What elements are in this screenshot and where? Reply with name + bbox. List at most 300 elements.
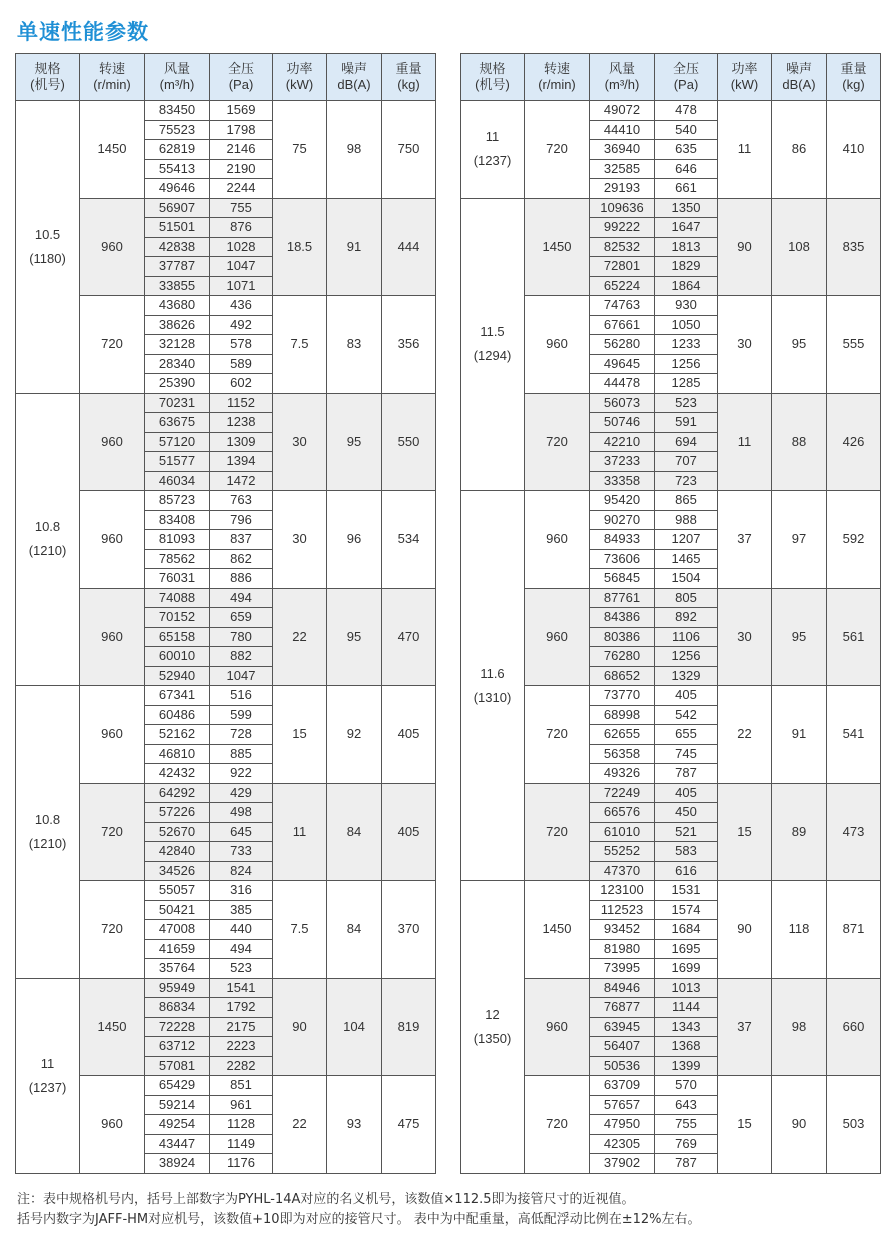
header-pressure: [210, 54, 273, 101]
pressure-cell: 1829: [655, 257, 718, 277]
weight-cell: 356: [382, 296, 436, 394]
airflow-cell: 55252: [590, 842, 655, 862]
pressure-cell: 2146: [210, 140, 273, 160]
header-noise-label: 噪声 dB(A): [782, 61, 816, 92]
airflow-cell: 56073: [590, 393, 655, 413]
pressure-cell: 440: [210, 920, 273, 940]
pressure-cell: 429: [210, 783, 273, 803]
header-weight: [382, 54, 436, 101]
pressure-cell: 1149: [210, 1134, 273, 1154]
spec-number: 11.6: [480, 665, 505, 681]
airflow-cell: 42838: [145, 237, 210, 257]
table-header-row: [461, 54, 881, 101]
weight-cell: 370: [382, 881, 436, 979]
pressure-cell: 876: [210, 218, 273, 238]
weight-cell: 426: [827, 393, 881, 491]
pressure-cell: 862: [210, 549, 273, 569]
spec-sub-number: (1310): [473, 689, 512, 705]
airflow-cell: 37233: [590, 452, 655, 472]
speed-cell: 960: [525, 978, 590, 1076]
weight-cell: 750: [382, 101, 436, 199]
spec-number: 12: [485, 1006, 500, 1022]
airflow-cell: 60010: [145, 647, 210, 667]
pressure-cell: 589: [210, 354, 273, 374]
noise-cell: 98: [772, 978, 827, 1076]
pressure-cell: 2190: [210, 159, 273, 179]
pressure-cell: 1504: [655, 569, 718, 589]
airflow-cell: 63945: [590, 1017, 655, 1037]
airflow-cell: 50536: [590, 1056, 655, 1076]
power-cell: 30: [273, 393, 327, 491]
airflow-cell: 32128: [145, 335, 210, 355]
noise-cell: 95: [772, 296, 827, 394]
pressure-cell: 961: [210, 1095, 273, 1115]
spec-sub-number: (1180): [29, 250, 66, 266]
pressure-cell: 1071: [210, 276, 273, 296]
noise-cell: 89: [772, 783, 827, 881]
airflow-cell: 37902: [590, 1154, 655, 1174]
pressure-cell: 780: [210, 627, 273, 647]
pressure-cell: 1047: [210, 666, 273, 686]
pressure-cell: 1394: [210, 452, 273, 472]
airflow-cell: 44410: [590, 120, 655, 140]
pressure-cell: 1176: [210, 1154, 273, 1174]
airflow-cell: 56845: [590, 569, 655, 589]
performance-table-left: [15, 53, 436, 1174]
header-noise: [772, 54, 827, 101]
airflow-cell: 37787: [145, 257, 210, 277]
airflow-cell: 65158: [145, 627, 210, 647]
airflow-cell: 84946: [590, 978, 655, 998]
noise-cell: 84: [327, 881, 382, 979]
speed-cell: 720: [525, 686, 590, 784]
airflow-cell: 63675: [145, 413, 210, 433]
weight-cell: 660: [827, 978, 881, 1076]
pressure-cell: 1684: [655, 920, 718, 940]
pressure-cell: 723: [655, 471, 718, 491]
pressure-cell: 498: [210, 803, 273, 823]
airflow-cell: 93452: [590, 920, 655, 940]
spec-number: 10.8: [34, 519, 61, 535]
table-row: [461, 101, 881, 121]
pressure-cell: 1128: [210, 1115, 273, 1135]
airflow-cell: 64292: [145, 783, 210, 803]
noise-cell: 98: [327, 101, 382, 199]
airflow-cell: 57226: [145, 803, 210, 823]
airflow-cell: 42840: [145, 842, 210, 862]
weight-cell: 503: [827, 1076, 881, 1174]
weight-cell: 444: [382, 198, 436, 296]
header-pressure-label: 全压 (Pa): [672, 61, 699, 92]
airflow-cell: 73606: [590, 549, 655, 569]
pressure-cell: 542: [655, 705, 718, 725]
power-cell: 30: [718, 296, 772, 394]
airflow-cell: 32585: [590, 159, 655, 179]
pressure-cell: 694: [655, 432, 718, 452]
pressure-cell: 1047: [210, 257, 273, 277]
airflow-cell: 38626: [145, 315, 210, 335]
table-row: [16, 686, 436, 706]
airflow-cell: 60486: [145, 705, 210, 725]
pressure-cell: 728: [210, 725, 273, 745]
airflow-cell: 35764: [145, 959, 210, 979]
spec-sub-number: (1237): [28, 1079, 67, 1095]
airflow-cell: 63709: [590, 1076, 655, 1096]
spec-number: 11: [485, 129, 500, 145]
pressure-cell: 1798: [210, 120, 273, 140]
header-power-label: 功率 (kW): [730, 61, 759, 92]
pressure-cell: 655: [655, 725, 718, 745]
airflow-cell: 95949: [145, 978, 210, 998]
noise-cell: 84: [327, 783, 382, 881]
airflow-cell: 34526: [145, 861, 210, 881]
header-speed-label: 转速 (r/min): [93, 61, 131, 92]
airflow-cell: 25390: [145, 374, 210, 394]
spec-cell: [16, 686, 80, 979]
weight-cell: 405: [382, 783, 436, 881]
header-power: [718, 54, 772, 101]
airflow-cell: 56280: [590, 335, 655, 355]
airflow-cell: 82532: [590, 237, 655, 257]
speed-cell: 960: [80, 1076, 145, 1174]
airflow-cell: 42432: [145, 764, 210, 784]
pressure-cell: 316: [210, 881, 273, 901]
airflow-cell: 66576: [590, 803, 655, 823]
noise-cell: 108: [772, 198, 827, 296]
airflow-cell: 33855: [145, 276, 210, 296]
pressure-cell: 1309: [210, 432, 273, 452]
footnote-line-1: 注：表中规格机号内，括号上部数字为PYHL-14A对应的名义机号，该数值×112.5即为接管尺寸的近视值。: [17, 1192, 635, 1207]
speed-cell: 960: [525, 296, 590, 394]
airflow-cell: 47008: [145, 920, 210, 940]
header-spec: [16, 54, 80, 101]
table-row: [461, 491, 881, 511]
airflow-cell: 67661: [590, 315, 655, 335]
header-airflow-label: 风量 (m³/h): [604, 61, 640, 92]
airflow-cell: 41659: [145, 939, 210, 959]
power-cell: 90: [273, 978, 327, 1076]
pressure-cell: 1238: [210, 413, 273, 433]
airflow-cell: 57081: [145, 1056, 210, 1076]
speed-cell: 1450: [525, 881, 590, 979]
noise-cell: 86: [772, 101, 827, 199]
header-spec: [461, 54, 525, 101]
airflow-cell: 52162: [145, 725, 210, 745]
pressure-cell: 1028: [210, 237, 273, 257]
pressure-cell: 2244: [210, 179, 273, 199]
noise-cell: 91: [772, 686, 827, 784]
pressure-cell: 1152: [210, 393, 273, 413]
airflow-cell: 73995: [590, 959, 655, 979]
airflow-cell: 75523: [145, 120, 210, 140]
power-cell: 7.5: [273, 296, 327, 394]
airflow-cell: 36940: [590, 140, 655, 160]
speed-cell: 1450: [80, 101, 145, 199]
airflow-cell: 65224: [590, 276, 655, 296]
airflow-cell: 72801: [590, 257, 655, 277]
power-cell: 11: [718, 101, 772, 199]
pressure-cell: 661: [655, 179, 718, 199]
speed-cell: 720: [80, 783, 145, 881]
pressure-cell: 494: [210, 939, 273, 959]
pressure-cell: 988: [655, 510, 718, 530]
airflow-cell: 59214: [145, 1095, 210, 1115]
pressure-cell: 523: [210, 959, 273, 979]
pressure-cell: 1647: [655, 218, 718, 238]
pressure-cell: 2282: [210, 1056, 273, 1076]
airflow-cell: 76877: [590, 998, 655, 1018]
airflow-cell: 90270: [590, 510, 655, 530]
airflow-cell: 63712: [145, 1037, 210, 1057]
pressure-cell: 450: [655, 803, 718, 823]
pressure-cell: 646: [655, 159, 718, 179]
pressure-cell: 1864: [655, 276, 718, 296]
power-cell: 11: [273, 783, 327, 881]
pressure-cell: 1350: [655, 198, 718, 218]
table-row: [16, 393, 436, 413]
speed-cell: 720: [80, 296, 145, 394]
header-weight: [827, 54, 881, 101]
pressure-cell: 865: [655, 491, 718, 511]
airflow-cell: 86834: [145, 998, 210, 1018]
spec-sub-number: (1350): [473, 1030, 512, 1046]
pressure-cell: 1106: [655, 627, 718, 647]
airflow-cell: 85723: [145, 491, 210, 511]
pressure-cell: 1465: [655, 549, 718, 569]
pressure-cell: 2223: [210, 1037, 273, 1057]
pressure-cell: 2175: [210, 1017, 273, 1037]
pressure-cell: 1368: [655, 1037, 718, 1057]
pressure-cell: 599: [210, 705, 273, 725]
pressure-cell: 1699: [655, 959, 718, 979]
spec-cell: [16, 101, 80, 394]
airflow-cell: 68652: [590, 666, 655, 686]
airflow-cell: 70152: [145, 608, 210, 628]
power-cell: 37: [718, 978, 772, 1076]
airflow-cell: 67341: [145, 686, 210, 706]
spec-cell: [461, 101, 525, 199]
pressure-cell: 645: [210, 822, 273, 842]
header-weight-label: 重量 (kg): [395, 61, 422, 92]
speed-cell: 960: [80, 198, 145, 296]
pressure-cell: 385: [210, 900, 273, 920]
weight-cell: 534: [382, 491, 436, 589]
airflow-cell: 49326: [590, 764, 655, 784]
table-row: [16, 101, 436, 121]
pressure-cell: 602: [210, 374, 273, 394]
airflow-cell: 42210: [590, 432, 655, 452]
pressure-cell: 1013: [655, 978, 718, 998]
power-cell: 37: [718, 491, 772, 589]
header-noise-label: 噪声 dB(A): [337, 61, 371, 92]
header-power: [273, 54, 327, 101]
airflow-cell: 76031: [145, 569, 210, 589]
pressure-cell: 882: [210, 647, 273, 667]
airflow-cell: 56358: [590, 744, 655, 764]
airflow-cell: 99222: [590, 218, 655, 238]
power-cell: 22: [273, 1076, 327, 1174]
airflow-cell: 84933: [590, 530, 655, 550]
weight-cell: 473: [827, 783, 881, 881]
airflow-cell: 50746: [590, 413, 655, 433]
pressure-cell: 1144: [655, 998, 718, 1018]
airflow-cell: 49072: [590, 101, 655, 121]
table-header-row: [16, 54, 436, 101]
speed-cell: 1450: [525, 198, 590, 296]
speed-cell: 720: [525, 393, 590, 491]
pressure-cell: 1256: [655, 647, 718, 667]
airflow-cell: 61010: [590, 822, 655, 842]
noise-cell: 92: [327, 686, 382, 784]
pressure-cell: 885: [210, 744, 273, 764]
airflow-cell: 76280: [590, 647, 655, 667]
pressure-cell: 1531: [655, 881, 718, 901]
airflow-cell: 87761: [590, 588, 655, 608]
spec-cell: [461, 491, 525, 881]
header-pressure-label: 全压 (Pa): [227, 61, 254, 92]
spec-sub-number: (1210): [28, 835, 67, 851]
airflow-cell: 72228: [145, 1017, 210, 1037]
pressure-cell: 787: [655, 1154, 718, 1174]
pressure-cell: 1207: [655, 530, 718, 550]
airflow-cell: 55057: [145, 881, 210, 901]
speed-cell: 960: [80, 393, 145, 491]
airflow-cell: 123100: [590, 881, 655, 901]
pressure-cell: 1256: [655, 354, 718, 374]
pressure-cell: 1285: [655, 374, 718, 394]
pressure-cell: 1399: [655, 1056, 718, 1076]
weight-cell: 592: [827, 491, 881, 589]
pressure-cell: 1472: [210, 471, 273, 491]
pressure-cell: 405: [655, 686, 718, 706]
noise-cell: 90: [772, 1076, 827, 1174]
airflow-cell: 55413: [145, 159, 210, 179]
weight-cell: 470: [382, 588, 436, 686]
speed-cell: 720: [525, 783, 590, 881]
airflow-cell: 29193: [590, 179, 655, 199]
pressure-cell: 659: [210, 608, 273, 628]
weight-cell: 555: [827, 296, 881, 394]
airflow-cell: 52940: [145, 666, 210, 686]
pressure-cell: 805: [655, 588, 718, 608]
power-cell: 7.5: [273, 881, 327, 979]
airflow-cell: 81980: [590, 939, 655, 959]
spec-sub-number: (1294): [473, 348, 512, 364]
page-title: 单速性能参数: [17, 20, 149, 44]
airflow-cell: 81093: [145, 530, 210, 550]
pressure-cell: 1695: [655, 939, 718, 959]
power-cell: 15: [273, 686, 327, 784]
pressure-cell: 516: [210, 686, 273, 706]
pressure-cell: 886: [210, 569, 273, 589]
pressure-cell: 643: [655, 1095, 718, 1115]
speed-cell: 720: [525, 1076, 590, 1174]
pressure-cell: 523: [655, 393, 718, 413]
spec-cell: [461, 198, 525, 491]
power-cell: 90: [718, 198, 772, 296]
pressure-cell: 635: [655, 140, 718, 160]
spec-cell: [16, 393, 80, 686]
noise-cell: 96: [327, 491, 382, 589]
airflow-cell: 57657: [590, 1095, 655, 1115]
pressure-cell: 1569: [210, 101, 273, 121]
airflow-cell: 49254: [145, 1115, 210, 1135]
speed-cell: 960: [80, 686, 145, 784]
weight-cell: 475: [382, 1076, 436, 1174]
pressure-cell: 733: [210, 842, 273, 862]
pressure-cell: 1813: [655, 237, 718, 257]
airflow-cell: 70231: [145, 393, 210, 413]
spec-number: 11.5: [480, 324, 505, 340]
pressure-cell: 1329: [655, 666, 718, 686]
pressure-cell: 436: [210, 296, 273, 316]
airflow-cell: 74763: [590, 296, 655, 316]
pressure-cell: 583: [655, 842, 718, 862]
airflow-cell: 83408: [145, 510, 210, 530]
pressure-cell: 787: [655, 764, 718, 784]
performance-table-right: [460, 53, 881, 1174]
airflow-cell: 42305: [590, 1134, 655, 1154]
noise-cell: 95: [327, 588, 382, 686]
speed-cell: 1450: [80, 978, 145, 1076]
airflow-cell: 47950: [590, 1115, 655, 1135]
pressure-cell: 824: [210, 861, 273, 881]
airflow-cell: 95420: [590, 491, 655, 511]
airflow-cell: 78562: [145, 549, 210, 569]
header-speed: [80, 54, 145, 101]
table-row: [461, 198, 881, 218]
airflow-cell: 65429: [145, 1076, 210, 1096]
pressure-cell: 922: [210, 764, 273, 784]
airflow-cell: 47370: [590, 861, 655, 881]
spec-sub-number: (1210): [28, 543, 67, 559]
airflow-cell: 49645: [590, 354, 655, 374]
noise-cell: 118: [772, 881, 827, 979]
pressure-cell: 1574: [655, 900, 718, 920]
noise-cell: 88: [772, 393, 827, 491]
airflow-cell: 109636: [590, 198, 655, 218]
weight-cell: 550: [382, 393, 436, 491]
airflow-cell: 28340: [145, 354, 210, 374]
power-cell: 22: [718, 686, 772, 784]
footnote-line-2: 括号内数字为JAFF-HM对应机号，该数值+10即为对应的接管尺寸。 表中为中配重量，高低配浮动比例在±12%左右。: [17, 1212, 701, 1227]
header-spec-label: 规格 (机号): [475, 61, 510, 92]
airflow-cell: 112523: [590, 900, 655, 920]
speed-cell: 720: [525, 101, 590, 199]
airflow-cell: 62819: [145, 140, 210, 160]
spec-cell: [16, 978, 80, 1173]
table-row: [461, 881, 881, 901]
pressure-cell: 1343: [655, 1017, 718, 1037]
airflow-cell: 73770: [590, 686, 655, 706]
pressure-cell: 591: [655, 413, 718, 433]
pressure-cell: 1233: [655, 335, 718, 355]
header-airflow: [145, 54, 210, 101]
pressure-cell: 492: [210, 315, 273, 335]
speed-cell: 960: [80, 588, 145, 686]
pressure-cell: 707: [655, 452, 718, 472]
pressure-cell: 796: [210, 510, 273, 530]
airflow-cell: 80386: [590, 627, 655, 647]
spec-number: 10.8: [34, 811, 61, 827]
power-cell: 30: [273, 491, 327, 589]
power-cell: 75: [273, 101, 327, 199]
noise-cell: 104: [327, 978, 382, 1076]
power-cell: 15: [718, 783, 772, 881]
power-cell: 18.5: [273, 198, 327, 296]
power-cell: 22: [273, 588, 327, 686]
speed-cell: 960: [525, 588, 590, 686]
